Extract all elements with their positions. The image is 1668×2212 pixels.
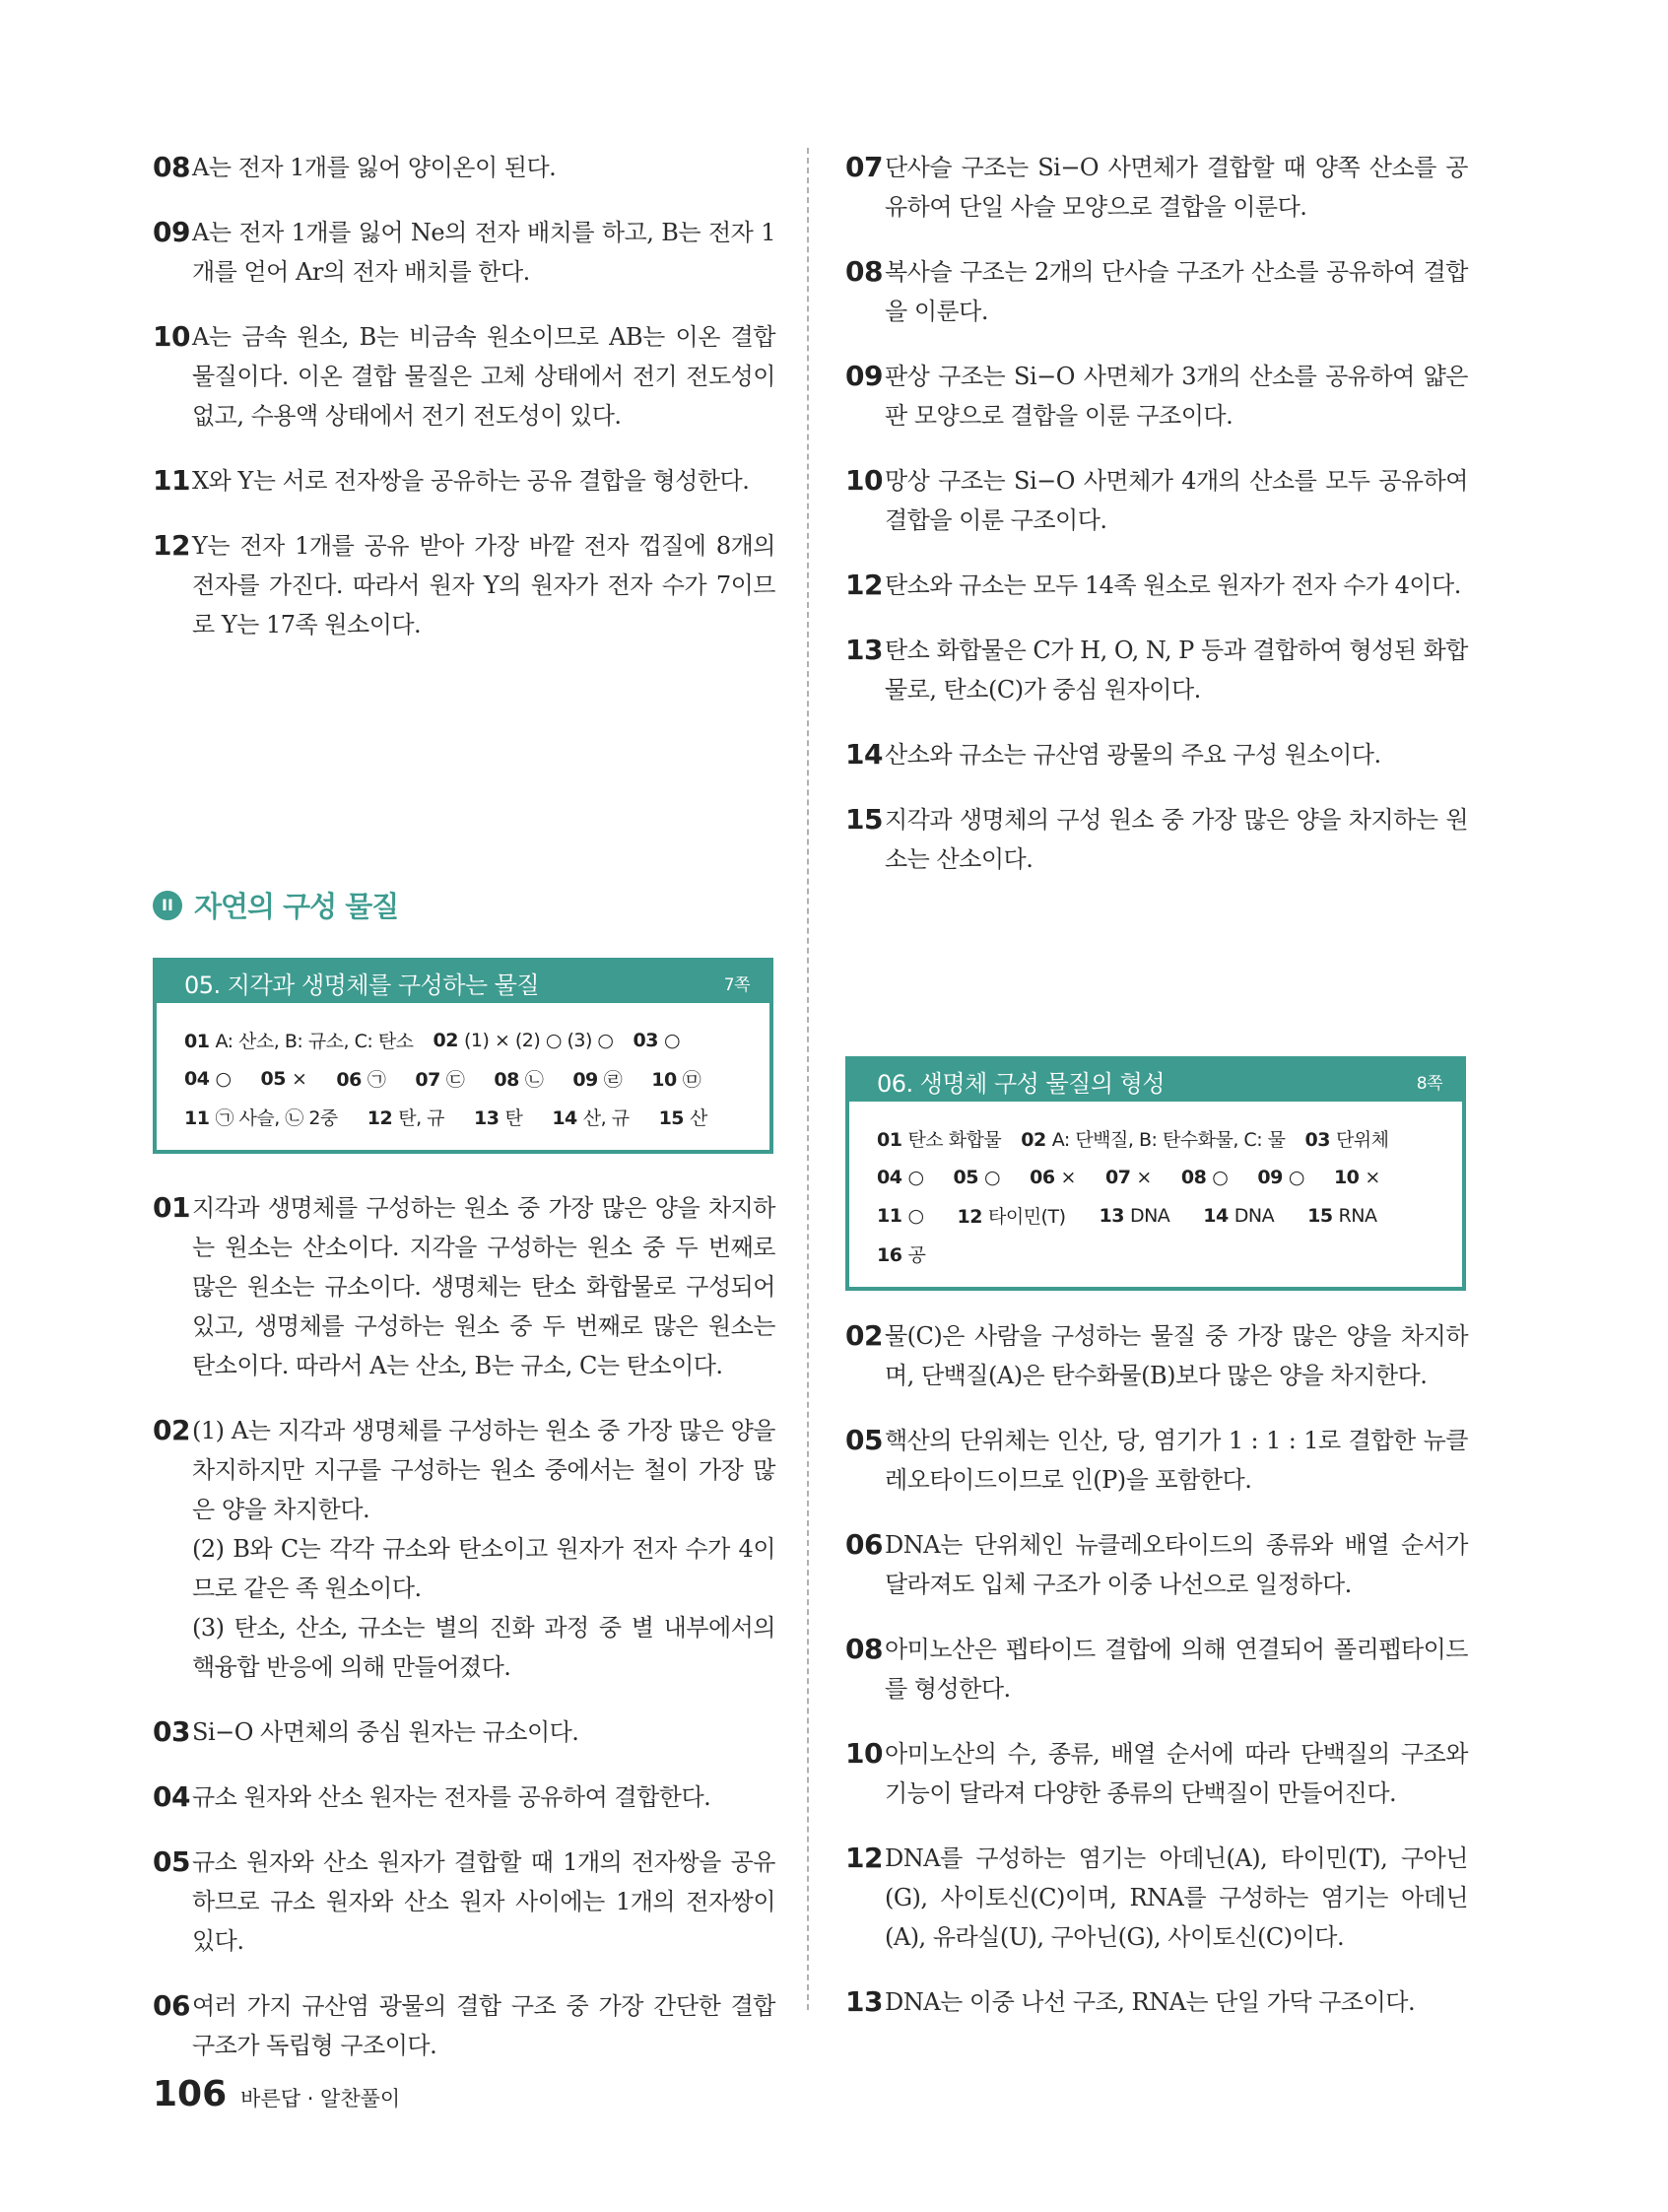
quick-answer: 14 산, 규: [552, 1107, 630, 1129]
quick-answer: 09 ㉣: [572, 1069, 623, 1091]
answer-item: 12 탄소와 규소는 모두 14족 원소로 원자가 전자 수가 4이다.: [845, 569, 1461, 601]
quick-answer: 08 ○: [1180, 1166, 1229, 1188]
quick-answer: 12 타이민(T): [957, 1206, 1066, 1228]
answer-item: 15 지각과 생명체의 구성 원소 중 가장 많은 양을 차지하는 원소는 산소이다.: [845, 803, 1468, 873]
box-title: 05. 지각과 생명체를 구성하는 물질: [184, 971, 540, 999]
quick-answer: 13 탄: [474, 1107, 523, 1129]
answer-item: 02 (1) A는 지각과 생명체를 구성하는 원소 중 가장 많은 양을 차지하지만 지구를 구성하는 원소 중에서는 철이 가장 많은 양을 차지한다. (2) B와 C는 각각 규소와 탄소이고 원자가 전자 수가 4이므로 같은 족 원소이다. (3) 탄소, 산소, 규소는 별의 진화 과정 중 별 내부에서의 핵융합 반응에 의해 만들어졌다.: [153, 1414, 775, 1681]
quick-answer: 11 ○: [877, 1204, 924, 1227]
box-title: 06. 생명체 구성 물질의 형성: [877, 1069, 1166, 1098]
quick-answer: 10 ㉤: [651, 1069, 701, 1091]
quick-answer: 01 탄소 화합물: [877, 1129, 1002, 1151]
quick-answer: 04 ○: [877, 1166, 924, 1188]
answer-row: [877, 1235, 1438, 1273]
box-body: [157, 1003, 769, 1150]
answer-item: 13 DNA는 이중 나선 구조, RNA는 단일 가닥 구조이다.: [845, 1985, 1416, 2018]
answer-item: 10 망상 구조는 Si−O 사면체가 4개의 산소를 모두 공유하여 결합을 이룬 구조이다.: [845, 464, 1468, 534]
quick-answer: 06 ㉠: [336, 1069, 386, 1091]
quick-answer: 03 ○: [633, 1029, 681, 1051]
answer-item: 14 산소와 규소는 규산염 광물의 주요 구성 원소이다.: [845, 738, 1381, 771]
answer-row: [877, 1119, 1438, 1158]
answer-row: [877, 1196, 1438, 1235]
answer-item: 06 DNA는 단위체인 뉴클레오타이드의 종류와 배열 순서가 달라져도 입체 구조가 이중 나선으로 일정하다.: [845, 1528, 1468, 1598]
quick-answer: 01 A: 산소, B: 규소, C: 탄소: [184, 1031, 414, 1052]
box-header: [157, 962, 769, 1003]
answer-item: 08 아미노산은 펩타이드 결합에 의해 연결되어 폴리펩타이드를 형성한다.: [845, 1633, 1468, 1703]
answer-item: 08 복사슬 구조는 2개의 단사슬 구조가 산소를 공유하여 결합을 이룬다.: [845, 255, 1468, 325]
quick-answer: 05 ×: [260, 1067, 307, 1090]
page-footer: [153, 2074, 400, 2114]
column-divider: [807, 148, 809, 2010]
quick-answer: 13 DNA: [1099, 1204, 1170, 1227]
left-column-bottom: [153, 1188, 775, 2091]
answer-item: 03 Si−O 사면체의 중심 원자는 규소이다.: [153, 1715, 579, 1748]
quick-answer: 06 ×: [1030, 1166, 1076, 1188]
answer-row: [184, 1059, 746, 1098]
answer-box-05: [153, 958, 773, 1154]
section-header: [153, 885, 398, 925]
answer-item: 10 아미노산의 수, 종류, 배열 순서에 따라 단백질의 구조와 기능이 달라져 다양한 종류의 단백질이 만들어진다.: [845, 1737, 1468, 1807]
answer-item: 12 Y는 전자 1개를 공유 받아 가장 바깥 전자 껍질에 8개의 전자를 가진다. 따라서 원자 Y의 원자가 전자 수가 7이므로 Y는 17족 원소이다.: [153, 529, 775, 638]
quick-answer: 09 ○: [1257, 1166, 1304, 1188]
box-page-ref: 8쪽: [1416, 1073, 1442, 1094]
quick-answer: 14 DNA: [1203, 1204, 1275, 1227]
quick-answer: 02 (1) × (2) ○ (3) ○: [433, 1029, 614, 1051]
answer-item: 09 판상 구조는 Si−O 사면체가 3개의 산소를 공유하여 얇은 판 모양으로 결합을 이룬 구조이다.: [845, 360, 1468, 430]
quick-answer: 05 ○: [953, 1166, 1001, 1188]
answer-item: 09 A는 전자 1개를 잃어 Ne의 전자 배치를 하고, B는 전자 1개를 얻어 Ar의 전자 배치를 한다.: [153, 216, 775, 286]
answer-item: 06 여러 가지 규산염 광물의 결합 구조 중 가장 간단한 결합 구조가 독립형 구조이다.: [153, 1989, 775, 2059]
box-page-ref: 7쪽: [723, 974, 750, 995]
left-column-top: [153, 148, 775, 670]
answer-row: [184, 1098, 746, 1136]
quick-answer: 12 탄, 규: [367, 1107, 445, 1129]
answer-item: 05 규소 원자와 산소 원자가 결합할 때 1개의 전자쌍을 공유하므로 규소 원자와 산소 원자 사이에는 1개의 전자쌍이 있다.: [153, 1845, 775, 1955]
quick-answer: 08 ㉡: [494, 1069, 544, 1091]
answer-row: [184, 1021, 746, 1059]
quick-answer: 10 ×: [1333, 1166, 1380, 1188]
section-badge: II: [153, 891, 182, 920]
answer-item: 07 단사슬 구조는 Si−O 사면체가 결합할 때 양쪽 산소를 공유하여 단일 사슬 모양으로 결합을 이룬다.: [845, 151, 1468, 221]
answer-item: 04 규소 원자와 산소 원자는 전자를 공유하여 결합한다.: [153, 1780, 711, 1813]
answer-item: 02 물(C)은 사람을 구성하는 물질 중 가장 많은 양을 차지하며, 단백질(A)은 탄수화물(B)보다 많은 양을 차지한다.: [845, 1319, 1468, 1389]
answer-item: 05 핵산의 단위체는 인산, 당, 염기가 1 : 1 : 1로 결합한 뉴클레오타이드이므로 인(P)을 포함한다.: [845, 1424, 1468, 1494]
answer-item: 01 지각과 생명체를 구성하는 원소 중 가장 많은 양을 차지하는 원소는 산소이다. 지각을 구성하는 원소 중 두 번째로 많은 원소는 규소이다. 생명체는 탄소 화합물로 구성되어 있고, 생명체를 구성하는 원소 중 두 번째로 많은 원소는 탄소이다. 따라서 A는 산소, B는 규소, C는 탄소이다.: [153, 1191, 775, 1379]
answer-item: 13 탄소 화합물은 C가 H, O, N, P 등과 결합하여 형성된 화합물로, 탄소(C)가 중심 원자이다.: [845, 634, 1468, 704]
answer-item: 10 A는 금속 원소, B는 비금속 원소이므로 AB는 이온 결합 물질이다. 이온 결합 물질은 고체 상태에서 전기 전도성이 없고, 수용액 상태에서 전기 전도성이 있다.: [153, 320, 775, 430]
box-body: [849, 1102, 1462, 1287]
right-column-top: [845, 148, 1468, 905]
quick-answer: 03 단위체: [1304, 1129, 1389, 1151]
quick-answer: 07 ×: [1104, 1166, 1152, 1188]
right-column-bottom: [845, 1316, 1468, 2047]
quick-answer: 07 ㉢: [415, 1069, 465, 1091]
box-header: [849, 1060, 1462, 1102]
page-number: 106: [153, 2074, 228, 2114]
section-title: 자연의 구성 물질: [194, 890, 399, 923]
quick-answer: 15 RNA: [1307, 1204, 1377, 1227]
answer-box-06: [845, 1056, 1466, 1291]
answer-item: 08 A는 전자 1개를 잃어 양이온이 된다.: [153, 151, 557, 183]
book-title: 바른답 · 알찬풀이: [240, 2087, 401, 2111]
quick-answer: 15 산: [658, 1107, 707, 1129]
answer-row: [877, 1158, 1438, 1196]
answer-item: 12 DNA를 구성하는 염기는 아데닌(A), 타이민(T), 구아닌(G), 사이토신(C)이며, RNA를 구성하는 염기는 아데닌(A), 유라실(U), 구아닌(G), 사이토신(C)이다.: [845, 1842, 1468, 1951]
quick-answer: 02 A: 단백질, B: 탄수화물, C: 물: [1021, 1129, 1286, 1151]
quick-answer: 11 ㉠ 사슬, ㉡ 2중: [184, 1107, 338, 1129]
quick-answer: 04 ○: [184, 1067, 232, 1090]
quick-answer: 16 공: [877, 1244, 926, 1266]
answer-item: 11 X와 Y는 서로 전자쌍을 공유하는 공유 결합을 형성한다.: [153, 464, 750, 497]
